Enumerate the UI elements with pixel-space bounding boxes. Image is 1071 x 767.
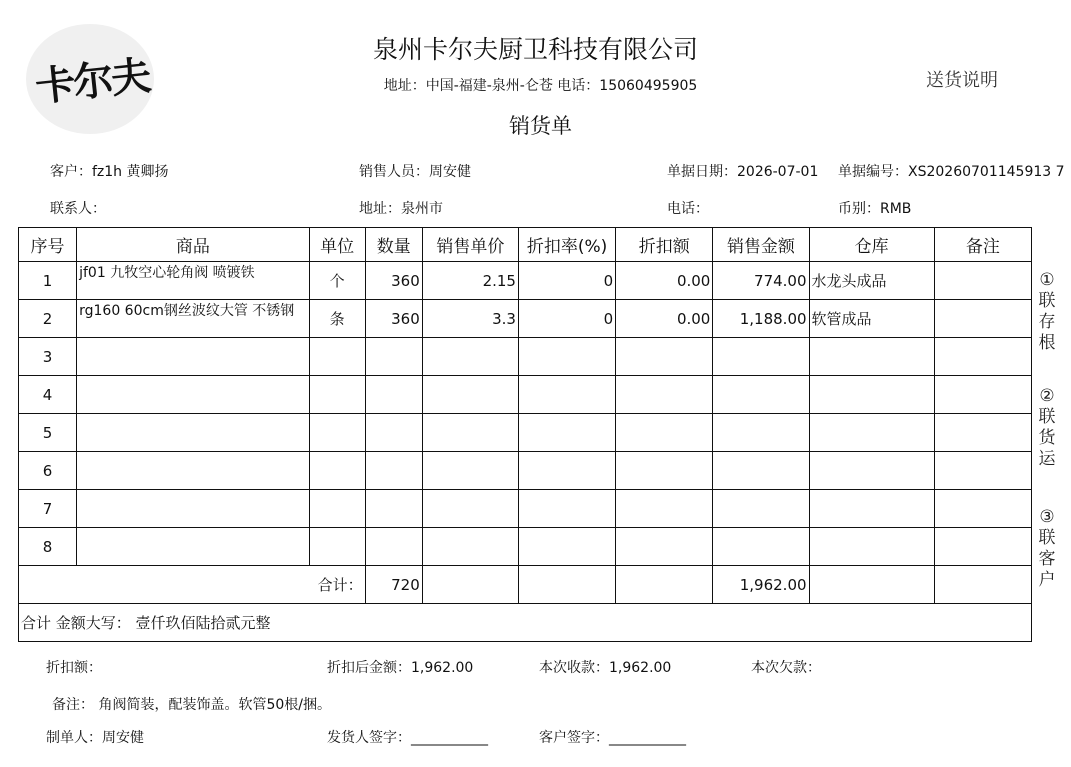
quantity-cell [365, 452, 422, 490]
discount-amount-cell [616, 376, 713, 414]
table-row [19, 414, 1032, 452]
item-name-cell [77, 528, 309, 566]
unit-price-cell: 3.3 [422, 300, 518, 338]
discount-amount-cell [616, 452, 713, 490]
sales-amount-cell [713, 338, 809, 376]
table-header-row [19, 228, 1032, 262]
note-cell [934, 452, 1031, 490]
discount-rate-cell: 0 [518, 262, 615, 300]
header-cell: 销售金额 [713, 228, 809, 262]
table-row [19, 376, 1032, 414]
unit-cell [309, 414, 365, 452]
unit-cell [309, 376, 365, 414]
sales-amount-cell [713, 414, 809, 452]
header-cell: 折扣率(%) [518, 228, 615, 262]
remark: 备注： 角阀简装，配装饰盖。软管50根/捆。 [52, 697, 331, 713]
unit-price-cell [422, 528, 518, 566]
note-cell [934, 300, 1031, 338]
sales-amount-cell: 774.00 [713, 262, 809, 300]
discount-rate-cell [518, 452, 615, 490]
unit-cell: 个 [309, 262, 365, 300]
header-cell: 数量 [365, 228, 422, 262]
header-cell: 折扣额 [616, 228, 713, 262]
discount-amount-cell: 0.00 [616, 262, 713, 300]
unit-price-cell [422, 376, 518, 414]
quantity-cell [365, 376, 422, 414]
discount-rate-cell [518, 490, 615, 528]
customer-field: 客户：fz1h 黄卿扬 [50, 164, 169, 180]
note-cell [934, 528, 1031, 566]
discount-rate-cell [518, 376, 615, 414]
item-name-cell [77, 338, 309, 376]
row-number-cell: 8 [19, 528, 77, 566]
unit-cell [309, 338, 365, 376]
header-cell: 备注 [934, 228, 1031, 262]
logo-text: 卡尔夫 [33, 52, 152, 111]
shipper-signature: 发货人签字：___________ [327, 730, 488, 746]
header-cell: 商品 [77, 228, 309, 262]
item-name-cell [77, 490, 309, 528]
document-title: 销货单 [509, 114, 572, 138]
unit-cell [309, 452, 365, 490]
warehouse-cell: 软管成品 [809, 300, 934, 338]
note-cell [934, 338, 1031, 376]
row-number-cell: 4 [19, 376, 77, 414]
unit-price-cell [422, 452, 518, 490]
unit-cell [309, 528, 365, 566]
discount-rate-cell [518, 528, 615, 566]
copy-label-customer: ③ 联 客 户 [1038, 507, 1056, 590]
discount-amount-cell [616, 490, 713, 528]
warehouse-cell: 水龙头成品 [809, 262, 934, 300]
item-name-cell [77, 414, 309, 452]
company-address: 地址：中国-福建-泉州-仑苍 电话：15060495905 [383, 78, 698, 94]
discount-amount-cell: 0.00 [616, 300, 713, 338]
table-row [19, 452, 1032, 490]
note-cell [934, 262, 1031, 300]
row-number-cell: 5 [19, 414, 77, 452]
discount-rate-cell [518, 414, 615, 452]
header-cell: 序号 [19, 228, 77, 262]
received-amount: 本次收款：1,962.00 [539, 660, 672, 676]
sales-amount-cell [713, 528, 809, 566]
quantity-cell: 360 [365, 300, 422, 338]
currency-field: 币别：RMB [838, 201, 912, 217]
discount-summary: 折扣额： [46, 660, 102, 676]
unit-price-cell [422, 338, 518, 376]
table-row [19, 490, 1032, 528]
sales-table [18, 227, 1032, 642]
delivery-note-link[interactable]: 送货说明 [926, 70, 998, 91]
unit-cell [309, 490, 365, 528]
note-cell [934, 414, 1031, 452]
note-cell [934, 490, 1031, 528]
table-row [19, 528, 1032, 566]
note-cell [934, 376, 1031, 414]
after-discount-amount: 折扣后金额：1,962.00 [327, 660, 474, 676]
discount-amount-cell [616, 338, 713, 376]
warehouse-cell [809, 338, 934, 376]
row-number-cell: 2 [19, 300, 77, 338]
header-cell: 单位 [309, 228, 365, 262]
table-row [19, 338, 1032, 376]
sales-amount-cell [713, 376, 809, 414]
warehouse-cell [809, 528, 934, 566]
address-field: 地址：泉州市 [359, 201, 443, 217]
quantity-cell [365, 414, 422, 452]
row-number-cell: 6 [19, 452, 77, 490]
discount-amount-cell [616, 528, 713, 566]
unit-price-cell: 2.15 [422, 262, 518, 300]
total-amount: 1,962.00 [713, 566, 809, 604]
phone-field: 电话： [667, 201, 709, 217]
sales-amount-cell [713, 490, 809, 528]
item-name-cell [77, 452, 309, 490]
row-number-cell: 3 [19, 338, 77, 376]
amount-in-words: 合计 金额大写： 壹仟玖佰陆拾贰元整 [19, 604, 1032, 642]
sales-amount-cell [713, 452, 809, 490]
quantity-cell [365, 490, 422, 528]
discount-amount-cell [616, 414, 713, 452]
total-label: 合计： [19, 566, 366, 604]
row-number-cell: 1 [19, 262, 77, 300]
amount-in-words-row [19, 604, 1032, 642]
warehouse-cell [809, 376, 934, 414]
header-cell: 销售单价 [422, 228, 518, 262]
total-row [19, 566, 1032, 604]
quantity-cell [365, 338, 422, 376]
item-name-cell: rg160 60cm钢丝波纹大管 不锈钢 [77, 300, 309, 338]
unit-price-cell [422, 414, 518, 452]
copy-label-stub: ① 联 存 根 [1038, 270, 1056, 353]
warehouse-cell [809, 452, 934, 490]
document-number-field: 单据编号：XS20260701145913 7 [838, 164, 1065, 180]
customer-signature: 客户签字：___________ [539, 730, 686, 746]
unit-price-cell [422, 490, 518, 528]
row-number-cell: 7 [19, 490, 77, 528]
document-date-field: 单据日期：2026-07-01 [667, 164, 819, 180]
table-row [19, 262, 1032, 300]
contact-field: 联系人： [50, 201, 106, 217]
warehouse-cell [809, 414, 934, 452]
header-cell: 仓库 [809, 228, 934, 262]
sales-amount-cell: 1,188.00 [713, 300, 809, 338]
quantity-cell: 360 [365, 262, 422, 300]
item-name-cell: jf01 九牧空心轮角阀 喷镀铁 [77, 262, 309, 300]
discount-rate-cell: 0 [518, 300, 615, 338]
document-maker: 制单人：周安健 [46, 730, 144, 746]
salesperson-field: 销售人员：周安健 [359, 164, 471, 180]
discount-rate-cell [518, 338, 615, 376]
item-name-cell [77, 376, 309, 414]
table-row [19, 300, 1032, 338]
warehouse-cell [809, 490, 934, 528]
total-quantity: 720 [365, 566, 422, 604]
owed-amount: 本次欠款： [751, 660, 821, 676]
unit-cell: 条 [309, 300, 365, 338]
quantity-cell [365, 528, 422, 566]
copy-label-shipping: ② 联 货 运 [1038, 386, 1056, 469]
company-name: 泉州卡尔夫厨卫科技有限公司 [372, 35, 698, 64]
